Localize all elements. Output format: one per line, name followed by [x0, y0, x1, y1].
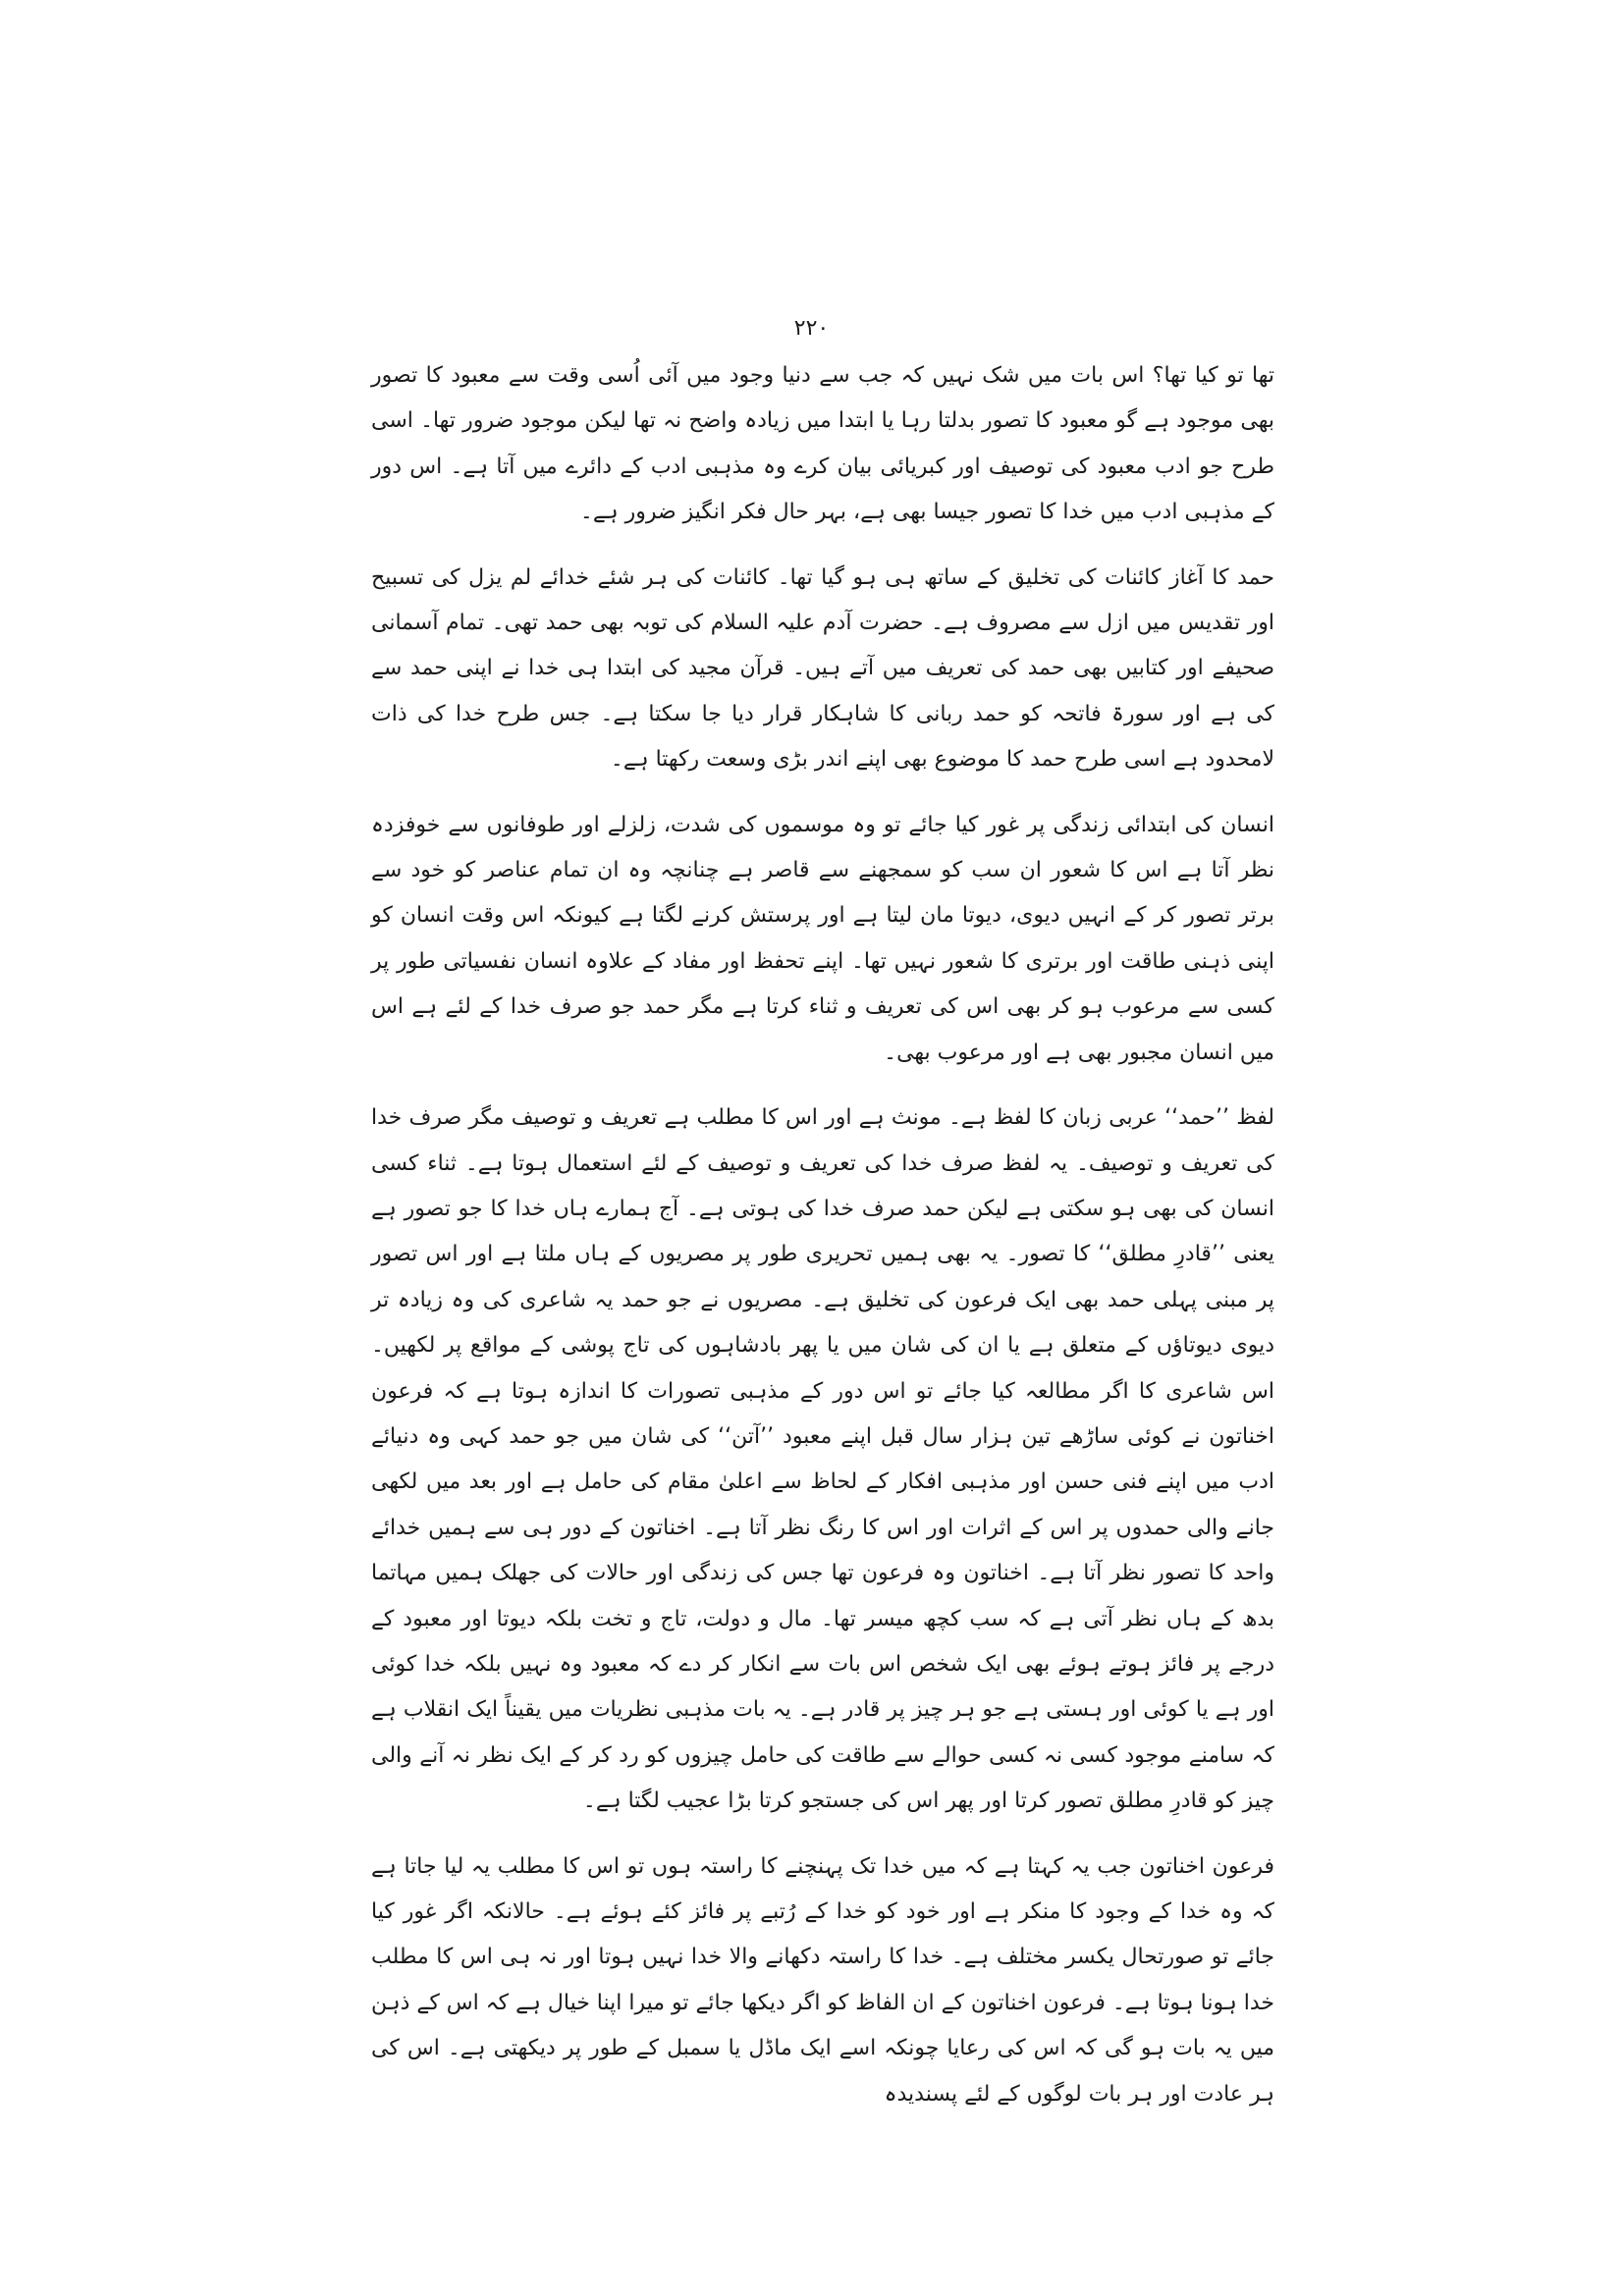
paragraph: حمد کا آغاز کائنات کی تخلیق کے ساتھ ہی ہو گیا تھا۔ کائنات کی ہر شئے خدائے لم یزل کی تسبیح اور تقدیس میں ازل سے مصروف ہے۔ حضرت آدم علیہ السلام کی توبہ بھی حمد تھی۔ تمام آسمانی صحیفے اور کتابیں بھی حمد کی تعریف میں آتے ہیں۔ قرآن مجید کی ابتدا ہی خدا نے اپنی حمد سے کی ہے اور سورۃ فاتحہ کو حمد ربانی کا شاہکار قرار دیا جا سکتا ہے۔ جس طرح خدا کی ذات لامحدود ہے اسی طرح حمد کا موضوع بھی اپنے اندر بڑی وسعت رکھتا ہے۔: [371, 564, 1274, 773]
paragraph: انسان کی ابتدائی زندگی پر غور کیا جائے تو وہ موسموں کی شدت، زلزلے اور طوفانوں سے خوفزدہ نظر آتا ہے اس کا شعور ان سب کو سمجھنے سے قاصر ہے چنانچہ وہ ان تمام عناصر کو خود سے برتر تصور کر کے انہیں دیوی، دیوتا مان لیتا ہے اور پرستش کرنے لگتا ہے کیونکہ اس وقت انسان کو اپنی ذہنی طاقت اور برتری کا شعور نہیں تھا۔ اپنے تحفظ اور مفاد کے علاوہ انسان نفسیاتی طور پر کسی سے مرعوب ہو کر بھی اس کی تعریف و ثناء کرتا ہے مگر حمد جو صرف خدا کے لئے ہے اس میں انسان مجبور بھی ہے اور مرعوب بھی۔: [371, 812, 1274, 1065]
page-number: ۲۲۰: [793, 316, 830, 341]
body-text: [371, 353, 1274, 2117]
paragraph: فرعون اخناتون جب یہ کہتا ہے کہ میں خدا تک پہنچنے کا راستہ ہوں تو اس کا مطلب یہ لیا جاتا ہے کہ وہ خدا کے وجود کا منکر ہے اور خود کو خدا کے رُتبے پر فائز کئے ہوئے ہے۔ حالانکہ اگر غور کیا جائے تو صورتحال یکسر مختلف ہے۔ خدا کا راستہ دکھانے والا خدا نہیں ہوتا اور نہ ہی اس کا مطلب خدا ہونا ہوتا ہے۔ فرعون اخناتون کے ان الفاظ کو اگر دیکھا جائے تو میرا اپنا خیال ہے کہ اس کے ذہن میں یہ بات ہو گی کہ اس کی رعایا چونکہ اسے ایک ماڈل یا سمبل کے طور پر دیکھتی ہے۔ اس کی ہر عادت اور ہر بات لوگوں کے لئے پسندیدہ: [371, 1853, 1274, 2107]
paragraph: تھا تو کیا تھا؟ اس بات میں شک نہیں کہ جب سے دنیا وجود میں آئی اُسی وقت سے معبود کا تصور بھی موجود ہے گو معبود کا تصور بدلتا رہا یا ابتدا میں زیادہ واضح نہ تھا لیکن موجود ضرور تھا۔ اسی طرح جو ادب معبود کی توصیف اور کبریائی بیان کرے وہ مذہبی ادب کے دائرے میں آتا ہے۔ اس دور کے مذہبی ادب میں خدا کا تصور جیسا بھی ہے، بہر حال فکر انگیز ضرور ہے۔: [371, 363, 1274, 525]
paragraph: لفظ ’’حمد‘‘ عربی زبان کا لفظ ہے۔ مونث ہے اور اس کا مطلب ہے تعریف و توصیف مگر صرف خدا کی تعریف و توصیف۔ یہ لفظ صرف خدا کی تعریف و توصیف کے لئے استعمال ہوتا ہے۔ ثناء کسی انسان کی بھی ہو سکتی ہے لیکن حمد صرف خدا کی ہوتی ہے۔ آج ہمارے ہاں خدا کا جو تصور ہے یعنی ’’قادرِ مطلق‘‘ کا تصور۔ یہ بھی ہمیں تحریری طور پر مصریوں کے ہاں ملتا ہے اور اس تصور پر مبنی پہلی حمد بھی ایک فرعون کی تخلیق ہے۔ مصریوں نے جو حمد یہ شاعری کی وہ زیادہ تر دیوی دیوتاؤں کے متعلق ہے یا ان کی شان میں یا پھر بادشاہوں کی تاج پوشی کے مواقع پر لکھیں۔ اس شاعری کا اگر مطالعہ کیا جائے تو اس دور کے مذہبی تصورات کا اندازہ ہوتا ہے کہ فرعون اخناتون نے کوئی ساڑھے تین ہزار سال قبل اپنے معبود ’’آتن‘‘ کی شان میں جو حمد کہی وہ دنیائے ادب میں اپنے فنی حسن اور مذہبی افکار کے لحاظ سے اعلیٰ مقام کی حامل ہے اور بعد میں لکھی جانے والی حمدوں پر اس کے اثرات اور اس کا رنگ نظر آتا ہے۔ اخناتون کے دور ہی سے ہمیں خدائے واحد کا تصور نظر آتا ہے۔ اخناتون وہ فرعون تھا جس کی زندگی اور حالات کی جھلک ہمیں مہاتما بدھ کے ہاں نظر آتی ہے کہ سب کچھ میسر تھا۔ مال و دولت، تاج و تخت بلکہ دیوتا اور معبود کے درجے پر فائز ہوتے ہوئے بھی ایک شخص اس بات سے انکار کر دے کہ معبود وہ نہیں بلکہ خدا کوئی اور ہے یا کوئی اور ہستی ہے جو ہر چیز پر قادر ہے۔ یہ بات مذہبی نظریات میں یقیناً ایک انقلاب ہے کہ سامنے موجود کسی نہ کسی حوالے سے طاقت کی حامل چیزوں کو رد کر کے ایک نظر نہ آنے والی چیز کو قادرِ مطلق تصور کرتا اور پھر اس کی جستجو کرتا بڑا عجیب لگتا ہے۔: [371, 1105, 1274, 1814]
